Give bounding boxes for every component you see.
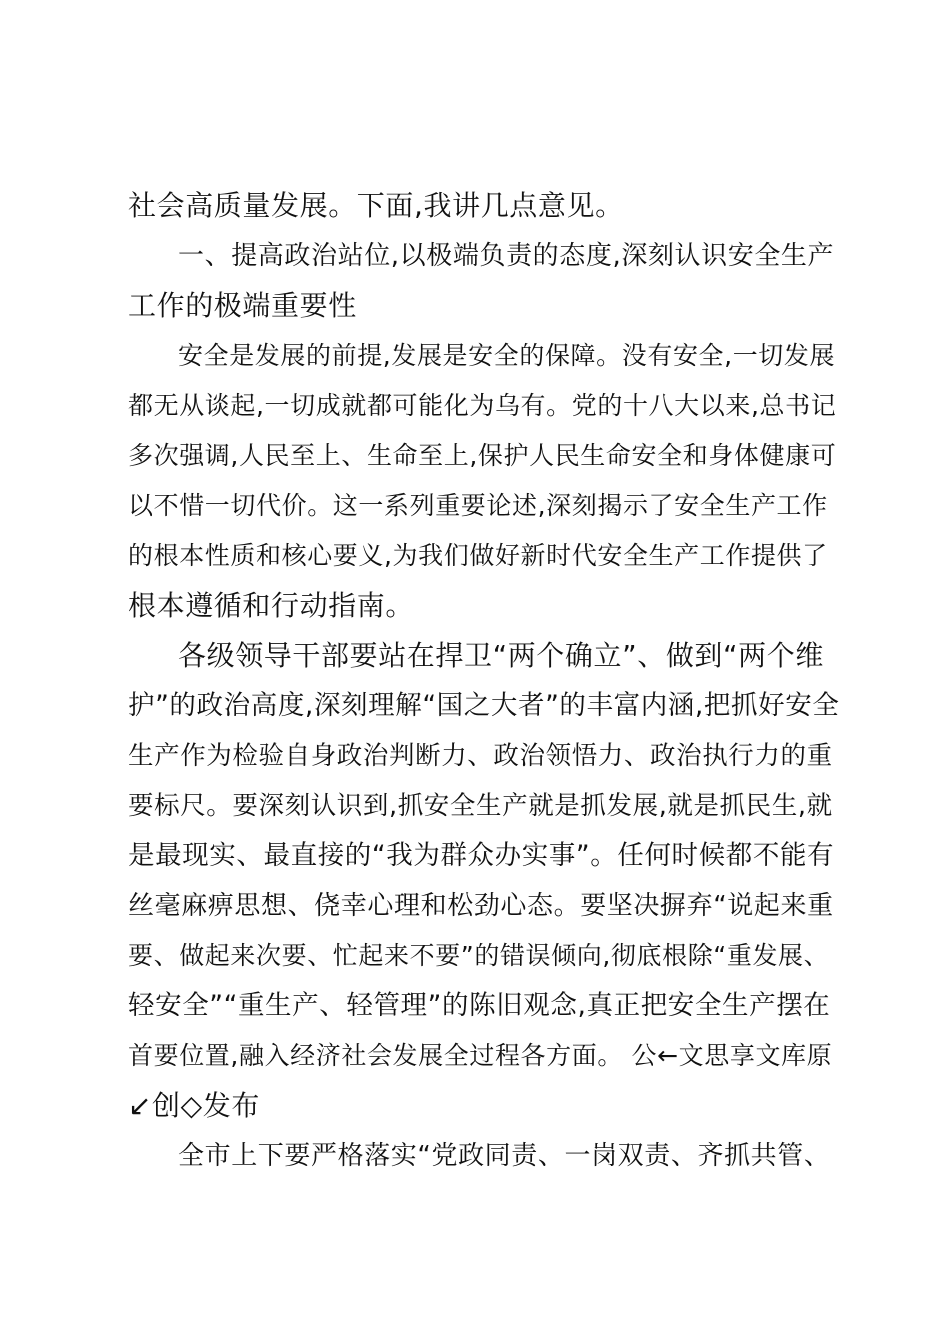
text-line: 都无从谈起,一切成就都可能化为乌有。党的十八大以来,总书记 (128, 391, 837, 420)
text-line: 各级领导干部要站在捍卫“两个确立”、做到“两个维 (178, 639, 824, 672)
text-line: 要、做起来次要、忙起来不要”的错误倾向,彻底根除“重发展、 (128, 941, 830, 970)
text-line: 全市上下要严格落实“党政同责、一岗双责、齐抓共管、 (178, 1141, 831, 1171)
text-line: 丝毫麻痹思想、侥幸心理和松劲心态。要坚决摒弃“说起来重 (128, 891, 834, 921)
text-line: 是最现实、最直接的“我为群众办实事”。任何时候都不能有 (128, 840, 835, 871)
text-line: 社会高质量发展。下面,我讲几点意见。 (128, 189, 624, 222)
text-line: ↙创◇发布 (128, 1089, 260, 1122)
text-line: 的根本性质和核心要义,为我们做好新时代安全生产工作提供了 (128, 541, 828, 570)
text-line: 生产作为检验自身政治判断力、政治领悟力、政治执行力的重 (128, 741, 833, 771)
text-line: 首要位置,融入经济社会发展全过程各方面。 公←文思享文库原 (128, 1041, 833, 1070)
text-line: 安全是发展的前提,发展是安全的保障。没有安全,一切发展 (178, 341, 836, 370)
text-line: 多次强调,人民至上、生命至上,保护人民生命安全和身体健康可 (128, 441, 837, 470)
text-line: 以不惜一切代价。这一系列重要论述,深刻揭示了安全生产工作 (128, 491, 828, 520)
section-heading-line: 工作的极端重要性 (128, 289, 357, 322)
section-heading-line: 一、提高政治站位,以极端负责的态度,深刻认识安全生产 (178, 241, 835, 271)
text-line: 轻安全”“重生产、轻管理”的陈旧观念,真正把安全生产摆在 (128, 990, 831, 1021)
text-line: 要标尺。要深刻认识到,抓安全生产就是抓发展,就是抓民生,就 (128, 791, 833, 821)
text-line: 根本遵循和行动指南。 (128, 589, 415, 622)
text-line: 护”的政治高度,深刻理解“国之大者”的丰富内涵,把抓好安全 (128, 690, 840, 721)
